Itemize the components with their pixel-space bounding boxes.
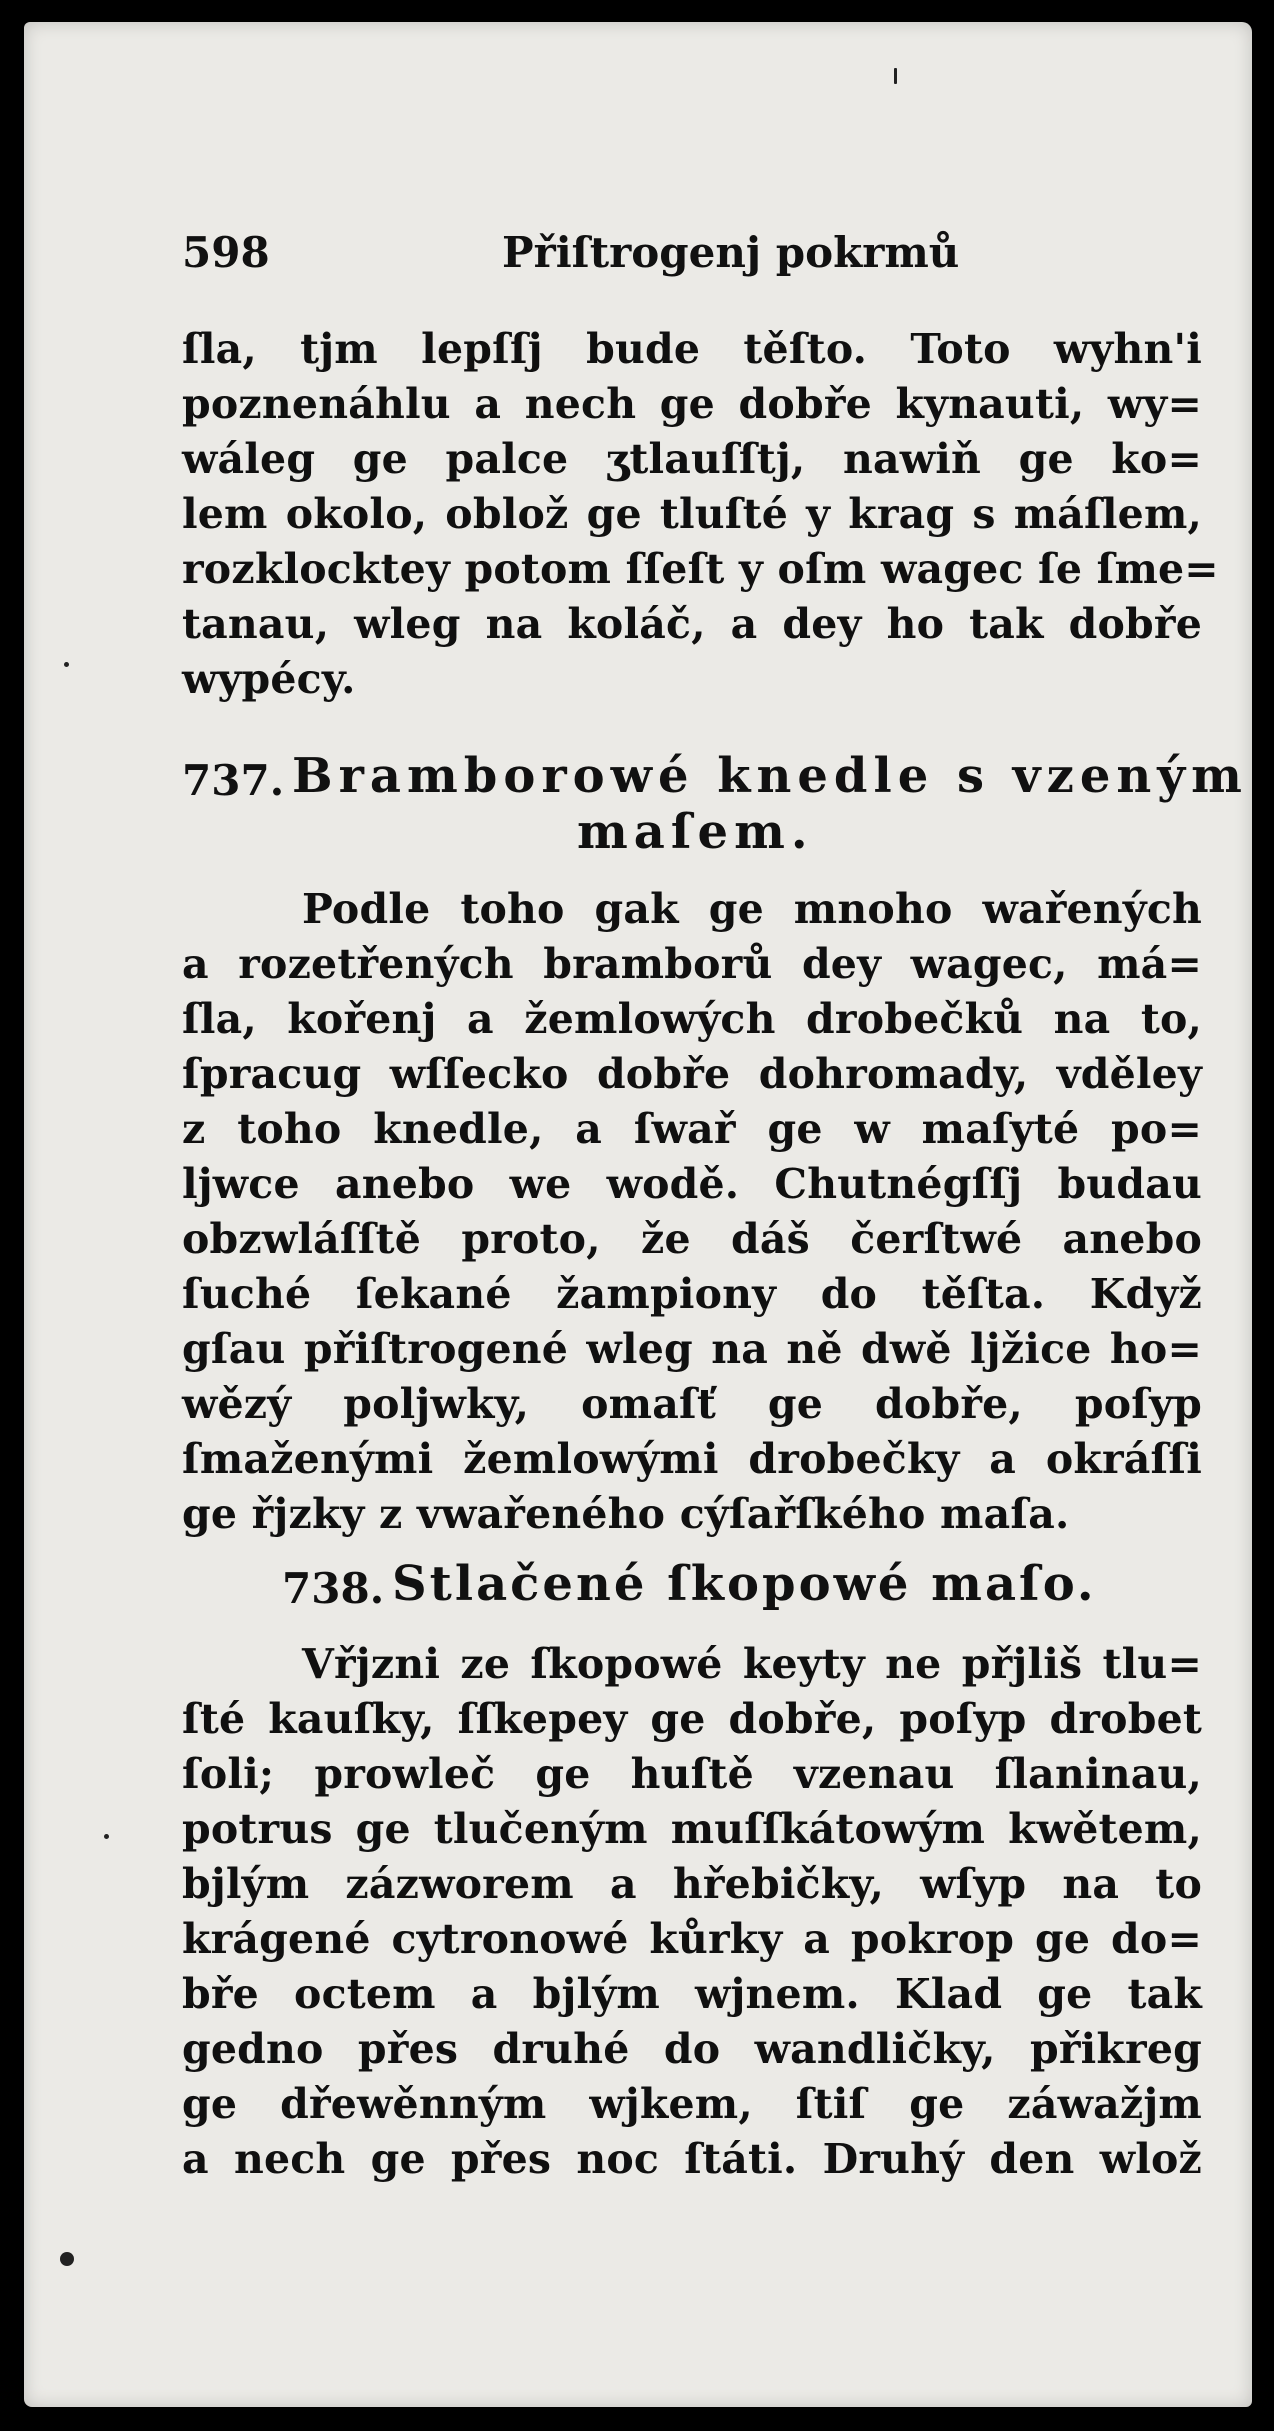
text-line: ſté kauſky, ſſkepey ge dobře, poſyp drobet [182,1695,1202,1743]
text-line: wáleg ge palce ʒtlauſſtj, nawiň ge ko= [182,435,1202,483]
text-line: rozklocktey potom ſſeſt y oſm wagec ſe ſme= [182,545,1219,593]
text-line: wězý poljwky, omaſť ge dobře, poſyp [182,1380,1202,1428]
recipe-737-heading [182,742,1248,862]
text-line: ſoli; prowleč ge huſtě vzenau ſlaninau, [182,1750,1202,1798]
text-line: tanau, wleg na koláč, a dey ho tak dobře [182,600,1202,648]
recipe-737-body [182,882,1202,1542]
text-line: ſla, kořenj a žemlowých drobečků na to, [182,995,1202,1043]
text-line: ge dřewěnným wjkem, ſtiſ ge záwažjm [182,2080,1202,2128]
text-line: wypécy. [182,655,356,703]
text-line: bjlým zázworem a hřebičky, wſyp na to [182,1860,1202,1908]
text-line: ſmaženými žemlowými drobečky a okráſſi [182,1435,1202,1483]
ink-speck [894,68,897,84]
recipe-title: Stlačené ſkopowé maſo. [392,1556,1097,1612]
book-page [24,22,1252,2407]
recipe-title: Bramborowé knedle s vzeným [292,748,1248,804]
intro-paragraph [182,322,1219,707]
running-head: Přiſtrogenj pokrmů [502,228,960,277]
text-line: Vřjzni ze ſkopowé keyty ne přjliš tlu= [302,1640,1202,1688]
text-line: lem okolo, oblož ge tluſté y krag s máſlem, [182,490,1202,538]
text-line: a nech ge přes noc ſtáti. Druhý den wlož [182,2135,1202,2183]
text-line: obzwláſſtě proto, že dáš čerſtwé anebo [182,1215,1202,1263]
recipe-738-heading [182,1552,1202,1622]
text-line: ljwce anebo we wodě. Chutnégſſj budau [182,1160,1202,1208]
text-line: ſpracug wſſecko dobře dohromady, vděley [182,1050,1202,1098]
recipe-number: 738. [282,1564,385,1613]
text-line: z toho knedle, a ſwař ge w maſyté po= [182,1105,1202,1153]
recipe-title-continued: maſem. [577,804,814,860]
text-line: ge řjzky z vwařeného cýſařſkého maſa. [182,1490,1070,1538]
text-line: ſla, tjm lepſſj bude těſto. Toto wyhn'i [182,325,1202,373]
text-line: poznenáhlu a nech ge dobře kynauti, wy= [182,380,1202,428]
text-line: ſuché ſekané žampiony do těſta. Když [182,1270,1202,1318]
text-line: krágené cytronowé kůrky a pokrop ge do= [182,1915,1202,1963]
recipe-738-body [182,1637,1202,2187]
ink-speck [104,1834,109,1839]
text-line: gedno přes druhé do wandličky, přikreg [182,2025,1202,2073]
text-line: Podle toho gak ge mnoho wařených [302,885,1202,933]
ink-speck [64,662,69,667]
page-number: 598 [182,228,270,277]
text-line: bře octem a bjlým wjnem. Klad ge tak [182,1970,1202,2018]
text-line: potrus ge tlučeným muſſkátowým kwětem, [182,1805,1202,1853]
text-line: gſau přiſtrogené wleg na ně dwě ljžice ho= [182,1325,1202,1373]
ink-speck [60,2252,74,2266]
text-line: a rozetřených bramborů dey wagec, má= [182,940,1202,988]
recipe-number: 737. [182,756,285,805]
page-header [182,228,960,298]
